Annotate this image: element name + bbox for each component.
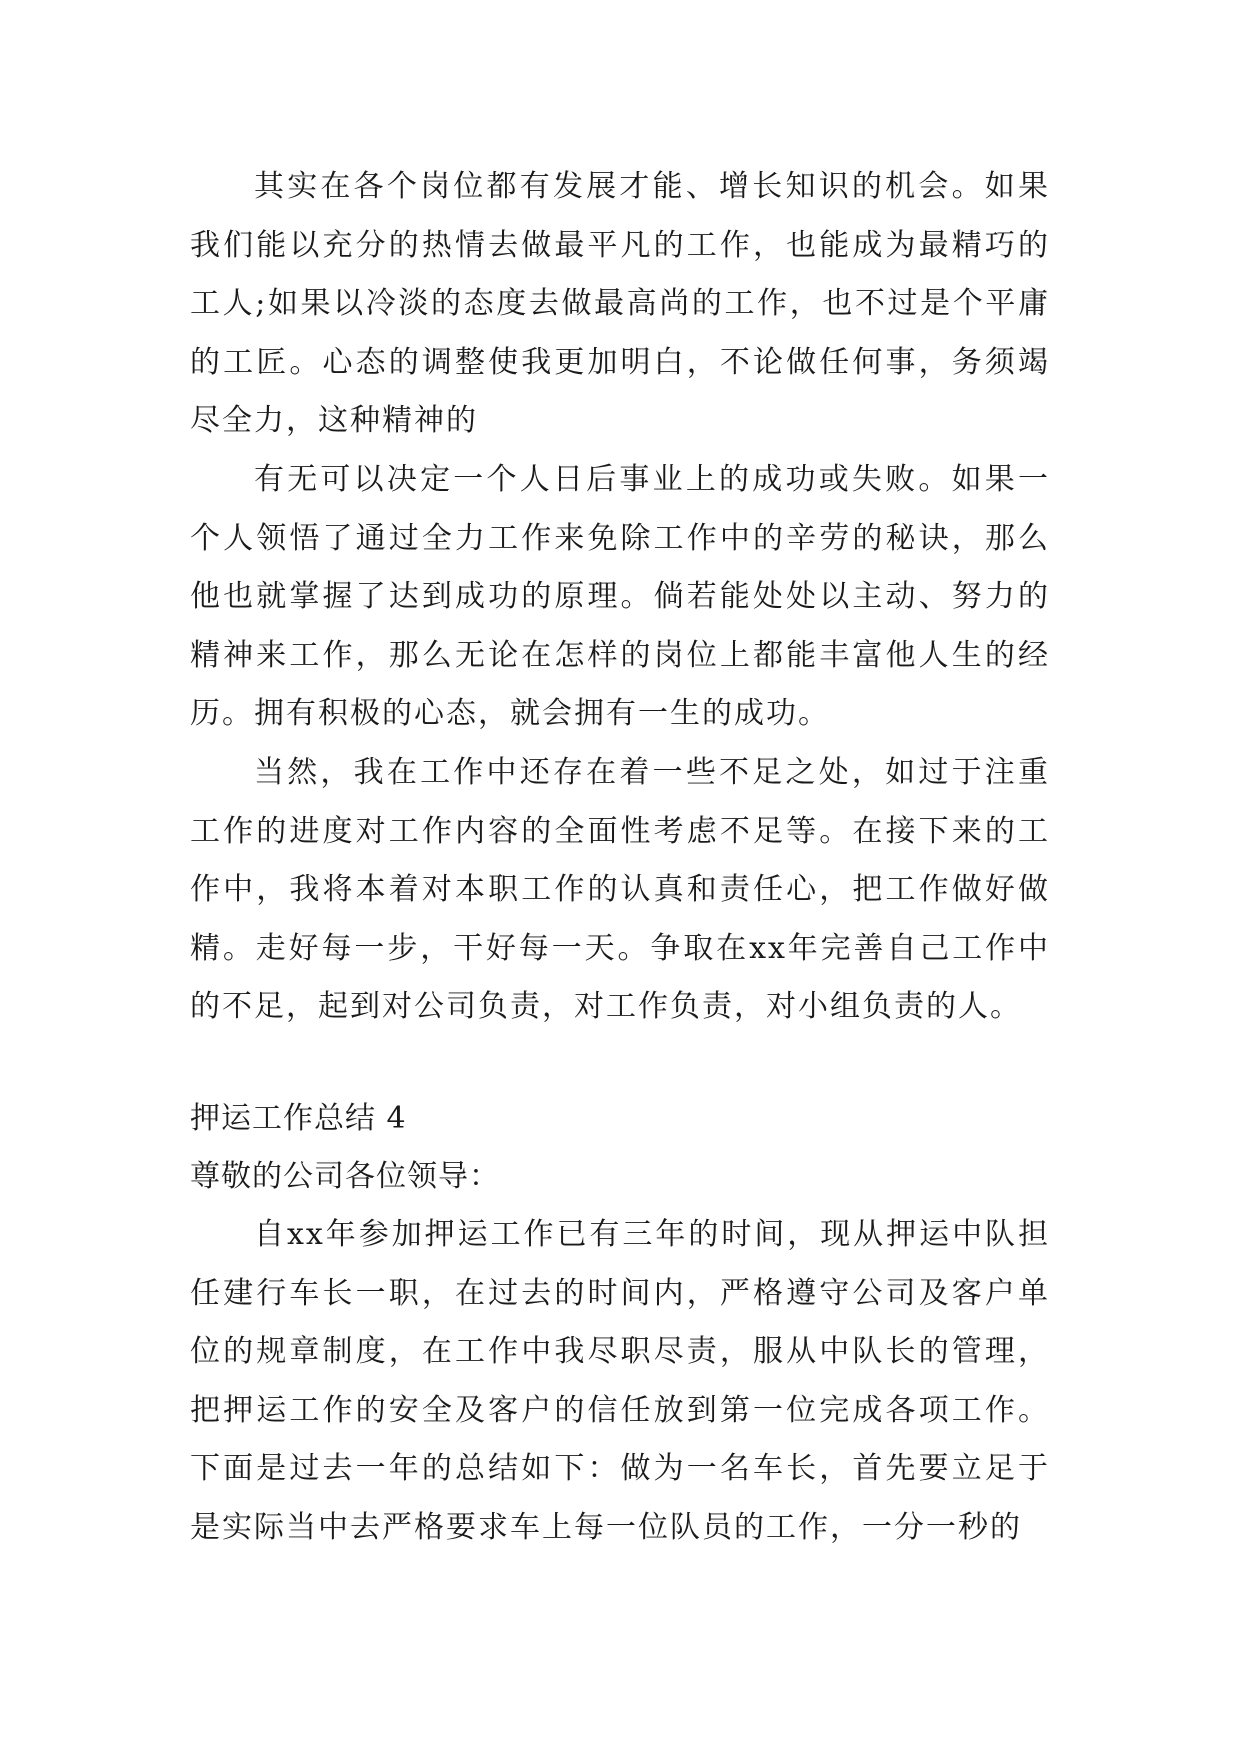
paragraph-2: 有无可以决定一个人日后事业上的成功或失败。如果一个人领悟了通过全力工作来免除工作中的辛劳的秘诀，那么他也就掌握了达到成功的原理。倘若能处处以主动、努力的精神来工作，那么无论在怎样的岗位上都能丰富他人生的经历。拥有积极的心态，就会拥有一生的成功。 [190,461,1050,732]
section-header [190,1090,1050,1206]
paragraph-1: 其实在各个岗位都有发展才能、增长知识的机会。如果我们能以充分的热情去做最平凡的工作，也能成为最精巧的工人;如果以冷淡的态度去做最高尚的工作，也不过是个平庸的工匠。心态的调整使我更加明白，不论做任何事，务须竭尽全力，这种精神的 [190,169,1050,439]
section-heading: 押运工作总结 4 [190,1101,407,1136]
body-text-top [190,158,1050,1037]
paragraph-4: 自xx年参加押运工作已有三年的时间，现从押运中队担任建行车长一职，在过去的时间内，严格遵守公司及客户单位的规章制度，在工作中我尽职尽责，服从中队长的管理，把押运工作的安全及客户的信任放到第一位完成各项工作。下面是过去一年的总结如下：做为一名车长，首先要立足于是实际当中去严格要求车上每一位队员的工作，一分一秒的 [190,1217,1050,1545]
body-text-bottom [190,1206,1050,1558]
salutation: 尊敬的公司各位领导： [190,1159,500,1194]
paragraph-3: 当然，我在工作中还存在着一些不足之处，如过于注重工作的进度对工作内容的全面性考虑不足等。在接下来的工作中，我将本着对本职工作的认真和责任心，把工作做好做精。走好每一步，干好每一天。争取在xx年完善自己工作中的不足，起到对公司负责，对工作负责，对小组负责的人。 [190,754,1050,1025]
